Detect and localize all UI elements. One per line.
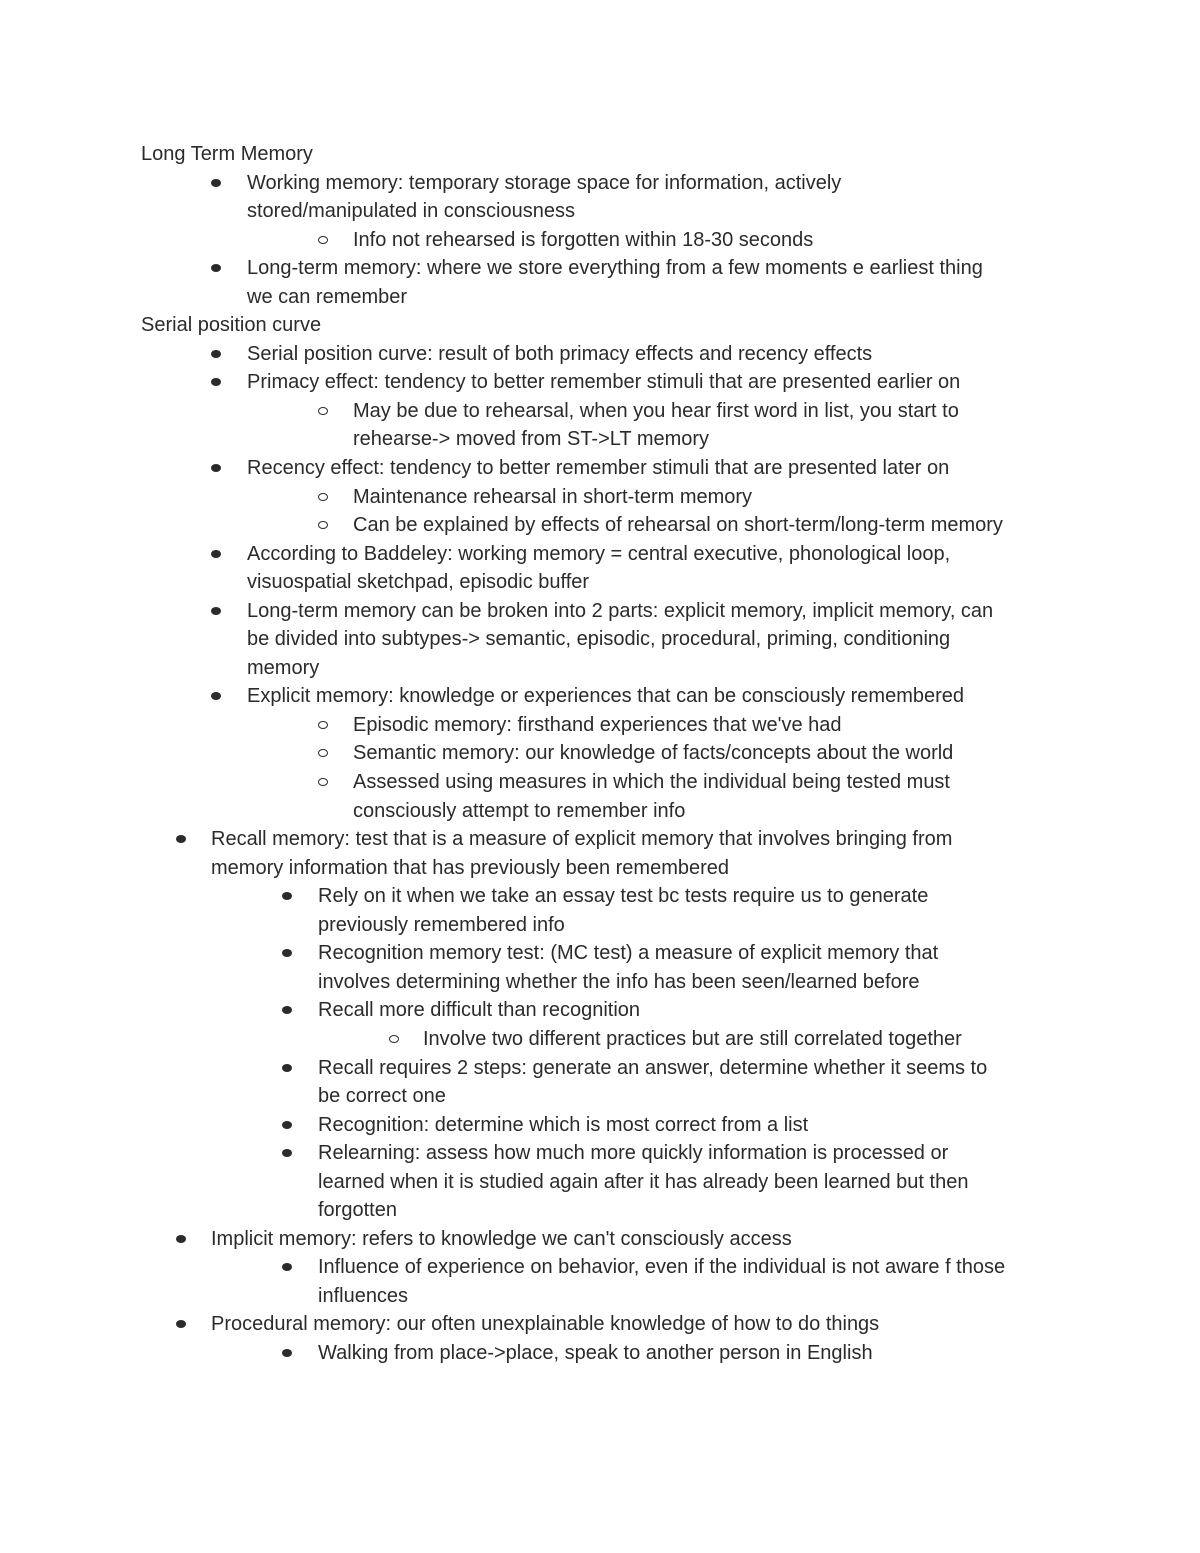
item-text: Relearning: assess how much more quickly information is processed or (318, 1142, 949, 1165)
list-item (0, 739, 1200, 768)
bullet-disc-icon (176, 1320, 186, 1328)
list-item (0, 340, 1200, 369)
list-item (0, 1310, 1200, 1339)
list-item-continuation (0, 283, 1200, 312)
item-text: Semantic memory: our knowledge of facts/concepts about the world (353, 742, 954, 765)
bullet-circle-icon (318, 521, 328, 529)
item-text: consciously attempt to remember info (353, 799, 686, 822)
bullet-circle-icon (318, 407, 328, 415)
list-item (0, 483, 1200, 512)
bullet-disc-icon (282, 1149, 292, 1157)
bullet-disc-icon (282, 1349, 292, 1357)
list-item (0, 1111, 1200, 1140)
bullet-disc-icon (211, 378, 221, 386)
list-item (0, 397, 1200, 426)
list-item (0, 1339, 1200, 1368)
item-text: we can remember (247, 285, 408, 308)
list-item (0, 1025, 1200, 1054)
list-item-continuation (0, 568, 1200, 597)
item-text: learned when it is studied again after it has already been learned but then (318, 1170, 969, 1193)
list-item (0, 939, 1200, 968)
list-item (0, 882, 1200, 911)
item-text: Recall requires 2 steps: generate an answer, determine whether it seems to (318, 1056, 988, 1079)
list-item-continuation (0, 654, 1200, 683)
bullet-circle-icon (318, 236, 328, 244)
bullet-disc-icon (211, 264, 221, 272)
list-item (0, 254, 1200, 283)
list-item (0, 768, 1200, 797)
list-item (0, 1054, 1200, 1083)
list-item-continuation (0, 197, 1200, 226)
item-text: Recall memory: test that is a measure of explicit memory that involves bringing from (211, 828, 953, 851)
heading-text: Serial position curve (141, 314, 322, 337)
list-item-continuation (0, 1168, 1200, 1197)
item-text: Can be explained by effects of rehearsal on short-term/long-term memory (353, 514, 1003, 537)
bullet-disc-icon (282, 892, 292, 900)
bullet-disc-icon (211, 550, 221, 558)
list-item-continuation (0, 625, 1200, 654)
item-text: stored/manipulated in consciousness (247, 200, 575, 223)
item-text: Walking from place->place, speak to another person in English (318, 1341, 873, 1364)
bullet-disc-icon (211, 350, 221, 358)
item-text: According to Baddeley: working memory = central executive, phonological loop, (247, 542, 951, 565)
item-text: visuospatial sketchpad, episodic buffer (247, 571, 590, 594)
list-item (0, 996, 1200, 1025)
list-item-continuation (0, 968, 1200, 997)
list-item-continuation (0, 1196, 1200, 1225)
list-item-continuation (0, 797, 1200, 826)
item-text: Involve two different practices but are still correlated together (423, 1027, 962, 1050)
item-text: Serial position curve: result of both primacy effects and recency effects (247, 342, 873, 365)
document-body (0, 140, 1200, 1368)
item-text: Working memory: temporary storage space for information, actively (247, 171, 842, 194)
list-item (0, 825, 1200, 854)
list-item-continuation (0, 911, 1200, 940)
item-text: memory (247, 656, 320, 679)
bullet-circle-icon (318, 749, 328, 757)
item-text: influences (318, 1284, 409, 1307)
item-text: be divided into subtypes-> semantic, episodic, procedural, priming, conditioning (247, 628, 951, 651)
item-text: Episodic memory: firsthand experiences that we've had (353, 713, 842, 736)
list-item (0, 454, 1200, 483)
item-text: forgotten (318, 1199, 397, 1222)
item-text: involves determining whether the info has been seen/learned before (318, 970, 920, 993)
list-item (0, 1225, 1200, 1254)
item-text: Implicit memory: refers to knowledge we can't consciously access (211, 1227, 792, 1250)
list-item-continuation (0, 425, 1200, 454)
item-text: previously remembered info (318, 913, 565, 936)
bullet-disc-icon (282, 1121, 292, 1129)
item-text: Assessed using measures in which the individual being tested must (353, 771, 950, 794)
list-item (0, 169, 1200, 198)
list-item-continuation (0, 854, 1200, 883)
section-heading (0, 311, 1200, 340)
item-text: Maintenance rehearsal in short-term memory (353, 485, 753, 508)
heading-text: Long Term Memory (141, 143, 313, 165)
bullet-disc-icon (282, 949, 292, 957)
bullet-circle-icon (389, 1035, 399, 1043)
list-item-continuation (0, 1082, 1200, 1111)
item-text: Primacy effect: tendency to better remember stimuli that are presented earlier on (247, 371, 961, 394)
list-item (0, 682, 1200, 711)
section-heading (0, 140, 1200, 169)
list-item (0, 226, 1200, 255)
bullet-disc-icon (211, 607, 221, 615)
bullet-disc-icon (282, 1263, 292, 1271)
bullet-disc-icon (211, 692, 221, 700)
item-text: Explicit memory: knowledge or experiences that can be consciously remembered (247, 685, 965, 708)
item-text: Long-term memory: where we store everything from a few moments e earliest thing (247, 257, 983, 280)
list-item (0, 1139, 1200, 1168)
bullet-disc-icon (211, 464, 221, 472)
bullet-disc-icon (282, 1006, 292, 1014)
list-item (0, 1253, 1200, 1282)
bullet-disc-icon (282, 1064, 292, 1072)
item-text: Recall more difficult than recognition (318, 999, 641, 1022)
item-text: Recency effect: tendency to better remember stimuli that are presented later on (247, 457, 950, 480)
item-text: Info not rehearsed is forgotten within 18-30 seconds (353, 228, 814, 251)
item-text: Long-term memory can be broken into 2 parts: explicit memory, implicit memory, can (247, 599, 994, 622)
item-text: May be due to rehearsal, when you hear first word in list, you start to (353, 399, 959, 422)
list-item (0, 368, 1200, 397)
list-item-continuation (0, 1282, 1200, 1311)
bullet-disc-icon (176, 1235, 186, 1243)
bullet-circle-icon (318, 493, 328, 501)
item-text: be correct one (318, 1085, 446, 1108)
list-item (0, 711, 1200, 740)
item-text: Rely on it when we take an essay test bc tests require us to generate (318, 885, 929, 908)
bullet-disc-icon (211, 179, 221, 187)
list-item (0, 511, 1200, 540)
item-text: Influence of experience on behavior, even if the individual is not aware f those (318, 1256, 1006, 1279)
bullet-disc-icon (176, 835, 186, 843)
item-text: Procedural memory: our often unexplainable knowledge of how to do things (211, 1313, 880, 1336)
item-text: Recognition: determine which is most correct from a list (318, 1113, 809, 1136)
list-item (0, 597, 1200, 626)
item-text: memory information that has previously been remembered (211, 856, 730, 879)
bullet-circle-icon (318, 778, 328, 786)
bullet-circle-icon (318, 721, 328, 729)
item-text: Recognition memory test: (MC test) a measure of explicit memory that (318, 942, 939, 965)
item-text: rehearse-> moved from ST->LT memory (353, 428, 710, 451)
list-item (0, 540, 1200, 569)
